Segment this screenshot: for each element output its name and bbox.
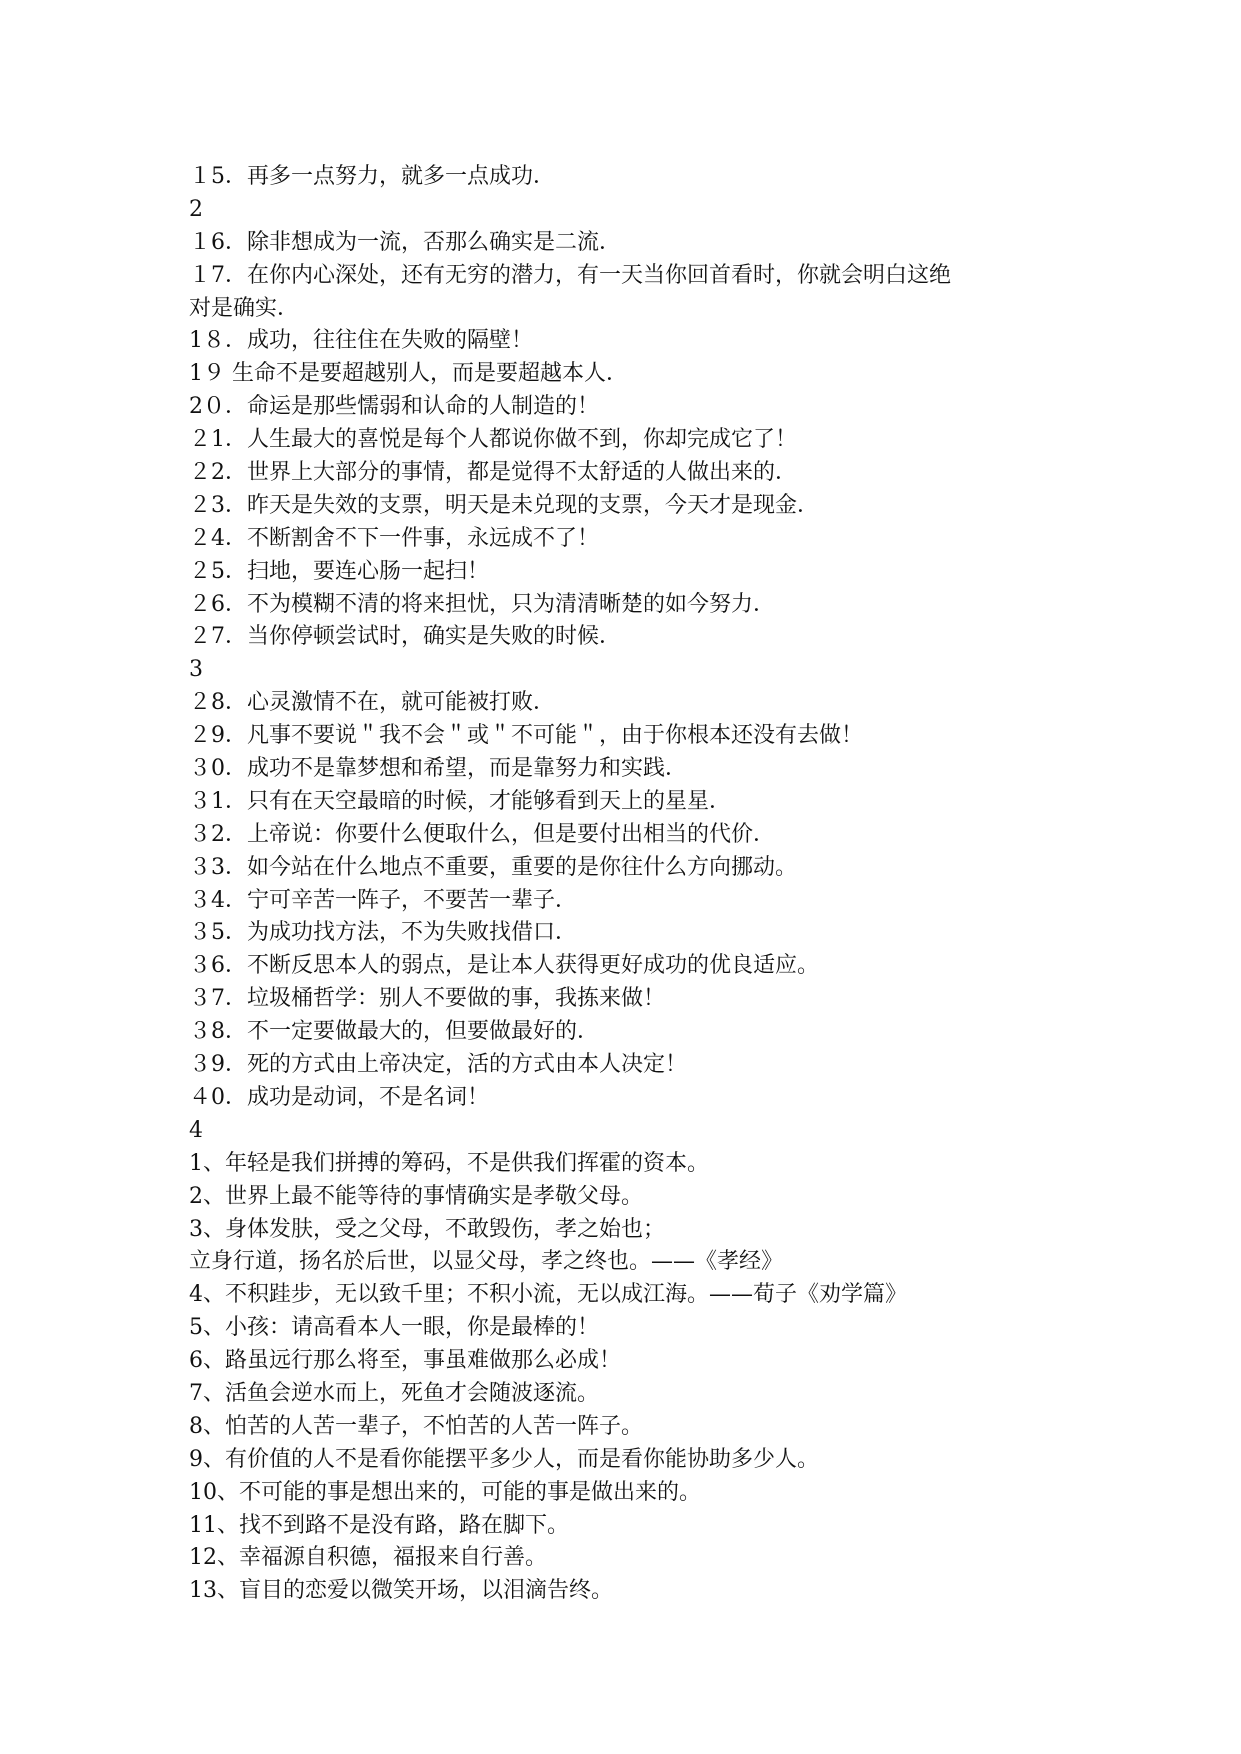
text-line: ２7．当你停顿尝试时，确实是失败的时候． — [189, 624, 621, 650]
text-line: １6．除非想成为一流，否那么确实是二流． — [189, 229, 621, 255]
text-line: ３5．为成功找方法，不为失败找借口． — [189, 920, 577, 946]
text-line: ２5．扫地，要连心肠一起扫！ — [189, 558, 489, 584]
text-line: ４0．成功是动词，不是名词！ — [189, 1084, 489, 1110]
text-line: 12、幸福源自积德，福报来自行善。 — [189, 1545, 547, 1571]
text-line: ３3．如今站在什么地点不重要，重要的是你往什么方向挪动。 — [189, 854, 797, 880]
text-line: 对是确实． — [189, 295, 300, 321]
text-line: ２3．昨天是失效的支票，明天是未兑现的支票，今天才是现金． — [189, 492, 819, 518]
text-line: 2、世界上最不能等待的事情确实是孝敬父母。 — [189, 1183, 643, 1209]
text-line: ２8．心灵激情不在，就可能被打败． — [189, 690, 555, 716]
text-line: ２9．凡事不要说＂我不会＂或＂不可能＂，由于你根本还没有去做！ — [189, 723, 863, 749]
text-line: １5．再多一点努力，就多一点成功． — [189, 164, 555, 189]
page-number: 2 — [189, 196, 203, 222]
text-line: ２2．世界上大部分的事情，都是觉得不太舒适的人做出来的． — [189, 460, 797, 486]
text-line: ３0．成功不是靠梦想和希望，而是靠努力和实践． — [189, 756, 687, 782]
text-line: ３7．垃圾桶哲学：别人不要做的事，我拣来做！ — [189, 986, 665, 1012]
text-line: ３9．死的方式由上帝决定，活的方式由本人决定！ — [189, 1052, 687, 1078]
text-line: 1、年轻是我们拼搏的筹码，不是供我们挥霍的资本。 — [189, 1150, 709, 1176]
text-line: ３4．宁可辛苦一阵子，不要苦一辈子． — [189, 887, 577, 913]
text-line: ２1．人生最大的喜悦是每个人都说你做不到，你却完成它了！ — [189, 427, 797, 453]
text-line: 9、有价值的人不是看你能摆平多少人，而是看你能协助多少人。 — [189, 1446, 819, 1472]
text-line: 1８．成功，往往住在失败的隔壁！ — [189, 328, 533, 354]
text-line: 3、身体发肤，受之父母，不敢毁伤，孝之始也； — [189, 1216, 665, 1242]
text-line: ３2．上帝说：你要什么便取什么，但是要付出相当的代价． — [189, 821, 775, 847]
text-line: 13、盲目的恋爱以微笑开场，以泪滴告终。 — [189, 1578, 613, 1604]
text-line: ２6．不为模糊不清的将来担忧，只为清清晰楚的如今努力． — [189, 591, 775, 617]
text-line: 1９ 生命不是要超越别人，而是要超越本人． — [189, 361, 628, 387]
text-line: ３6．不断反思本人的弱点，是让本人获得更好成功的优良适应。 — [189, 953, 819, 979]
text-line: ３8．不一定要做最大的，但要做最好的． — [189, 1019, 599, 1045]
page-number: 3 — [189, 657, 203, 683]
text-line: 立身行道，扬名於后世，以显父母，孝之终也。——《孝经》 — [189, 1249, 784, 1275]
text-line: ２4．不断割舍不下一件事，永远成不了！ — [189, 525, 599, 551]
document-body — [189, 161, 1069, 1608]
text-line: 10、不可能的事是想出来的，可能的事是做出来的。 — [189, 1479, 701, 1505]
text-line: 6、路虽远行那么将至，事虽难做那么必成！ — [189, 1348, 621, 1374]
text-line: １7．在你内心深处，还有无穷的潜力，有一天当你回首看时，你就会明白这绝 — [189, 262, 951, 288]
text-line: ３1．只有在天空最暗的时候，才能够看到天上的星星． — [189, 788, 731, 814]
text-line: 2０．命运是那些懦弱和认命的人制造的！ — [189, 394, 599, 420]
text-line: 5、小孩：请高看本人一眼，你是最棒的！ — [189, 1315, 599, 1341]
text-line: 4、不积跬步，无以致千里；不积小流，无以成江海。——荀子《劝学篇》 — [189, 1282, 907, 1308]
page-number: 4 — [189, 1117, 203, 1143]
text-line: 7、活鱼会逆水而上，死鱼才会随波逐流。 — [189, 1380, 599, 1406]
text-line: 8、怕苦的人苦一辈子，不怕苦的人苦一阵子。 — [189, 1413, 643, 1439]
text-line: 11、找不到路不是没有路，路在脚下。 — [189, 1512, 569, 1538]
